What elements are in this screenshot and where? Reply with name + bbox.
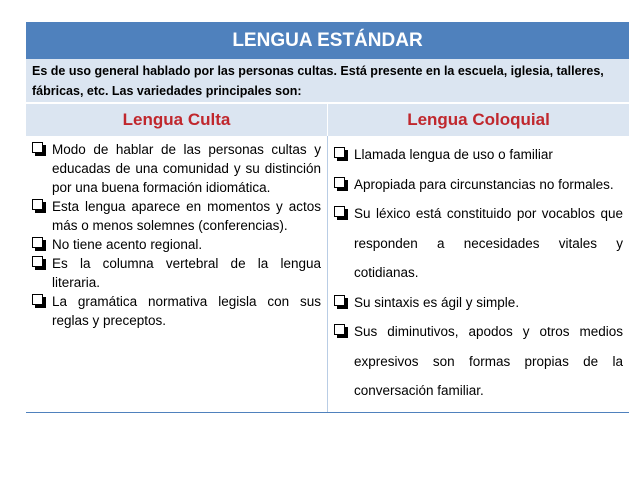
list-item xyxy=(334,199,623,288)
checkbox-square-icon xyxy=(32,199,46,213)
list-item-text: Modo de hablar de las personas cultas y educadas de una comunidad y su distinción por una buena formación idiomática. xyxy=(52,142,321,195)
list-item xyxy=(32,292,321,330)
list-item-text: Sus diminutivos, apodos y otros medios expresivos son formas propias de la conversación familiar. xyxy=(354,324,623,398)
list-item-text: Llamada lengua de uso o familiar xyxy=(354,147,553,162)
heading-lengua-coloquial: Lengua Coloquial xyxy=(407,110,550,129)
table-body-row xyxy=(26,136,629,413)
checkbox-square-icon xyxy=(334,147,348,161)
table-title: LENGUA ESTÁNDAR xyxy=(26,22,629,59)
checkbox-square-icon xyxy=(32,237,46,251)
list-item-text: Su sintaxis es ágil y simple. xyxy=(354,294,520,310)
list-item xyxy=(334,288,623,318)
checkbox-square-icon xyxy=(32,294,46,308)
column-headings xyxy=(26,104,629,136)
list-item-text: Es la columna vertebral de la lengua literaria. xyxy=(52,256,321,290)
column-lengua-coloquial xyxy=(328,136,629,412)
list-item-text: La gramática normativa legisla con sus reglas y preceptos. xyxy=(52,294,321,328)
list-item-text: No tiene acento regional. xyxy=(52,237,203,252)
checkbox-square-icon xyxy=(334,295,348,309)
list-item xyxy=(32,254,321,292)
checkbox-square-icon xyxy=(32,142,46,156)
list-item-text: Apropiada para circunstancias no formales. xyxy=(354,176,614,192)
list-item xyxy=(32,197,321,235)
list-item xyxy=(334,317,623,406)
heading-lengua-culta: Lengua Culta xyxy=(26,104,328,136)
list-item-text: Esta lengua aparece en momentos y actos más o menos solemnes (conferencias). xyxy=(52,199,321,233)
checkbox-square-icon xyxy=(334,206,348,220)
list-item xyxy=(32,140,321,197)
list-item xyxy=(334,170,623,200)
lengua-estandar-table xyxy=(26,22,629,413)
checkbox-square-icon xyxy=(32,256,46,270)
checkbox-square-icon xyxy=(334,324,348,338)
checkbox-square-icon xyxy=(334,177,348,191)
list-item xyxy=(32,235,321,254)
column-lengua-culta xyxy=(26,136,328,412)
list-item-text: Su léxico está constituido por vocablos que responden a necesidades vitales y cotidianas. xyxy=(354,206,623,280)
list-item xyxy=(334,140,623,170)
table-description: Es de uso general hablado por las personas cultas. Está presente en la escuela, iglesia, talleres, fábricas, etc. Las variedades principales son: xyxy=(26,59,629,104)
